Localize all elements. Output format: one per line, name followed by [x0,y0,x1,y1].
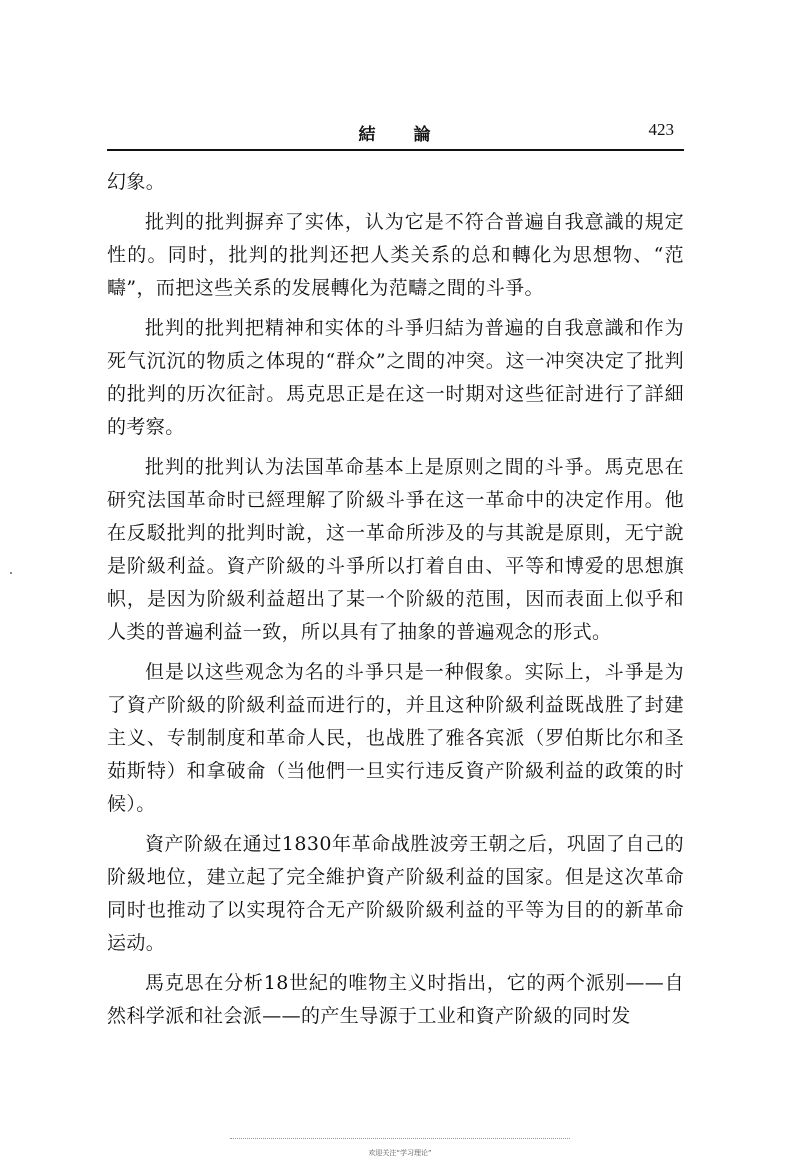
paragraph: 但是以这些观念为名的斗爭只是一种假象。实际上，斗爭是为了資产阶級的阶級利益而进行的，并且这种阶級利益既战胜了封建主义、专制制度和革命人民，也战胜了雅各宾派（罗伯斯比尔和圣茹斯特）和拿破侖（当他們一旦实行违反資产阶級利益的政策的时候）。 [107,661,684,815]
body-text [107,166,684,1040]
footer-watermark-note: 欢迎关注“学习理论” [368,1149,432,1157]
paragraph-continuation: 幻象。 [107,171,166,193]
paragraph: 資产阶級在通过1830年革命战胜波旁王朝之后，巩固了自己的阶級地位，建立起了完全維护資产阶級利益的国家。但是这次革命同时也推动了以实現符合无产阶級阶級利益的平等为目的的新革命运动。 [107,833,684,954]
paragraph: 批判的批判认为法国革命基本上是原则之間的斗爭。馬克思在研究法国革命时已經理解了阶級斗爭在这一革命中的决定作用。他在反駁批判的批判时說，这一革命所涉及的与其說是原則，无宁說是阶級利益。資产阶級的斗爭所以打着自由、平等和博爱的思想旗帜，是因为阶級利益超出了某一个阶級的范围，因而表面上似乎和人类的普遍利益一致，所以具有了抽象的普遍观念的形式。 [107,456,684,643]
running-head-title: 結論 [358,125,469,145]
scan-specks [230,1138,570,1145]
page-header [107,112,682,152]
page-number: 423 [648,120,674,139]
scan-speck [10,572,12,574]
paragraph: 批判的批判摒弃了实体，认为它是不符合普遍自我意識的規定性的。同时，批判的批判还把人类关系的总和轉化为思想物、“范疇”，而把这些关系的发展轉化为范疇之間的斗爭。 [107,211,684,299]
header-rule [107,149,684,151]
paragraph: 批判的批判把精神和实体的斗爭归結为普遍的自我意識和作为死气沉沉的物质之体現的“群众”之間的冲突。这一冲突决定了批判的批判的历次征討。馬克思正是在这一时期对这些征討进行了詳細的考察。 [107,317,684,438]
paragraph: 馬克思在分析18世紀的唯物主义时指出，它的两个派别——自然科学派和社会派——的产生导源于工业和資产阶級的同时发 [107,972,684,1027]
